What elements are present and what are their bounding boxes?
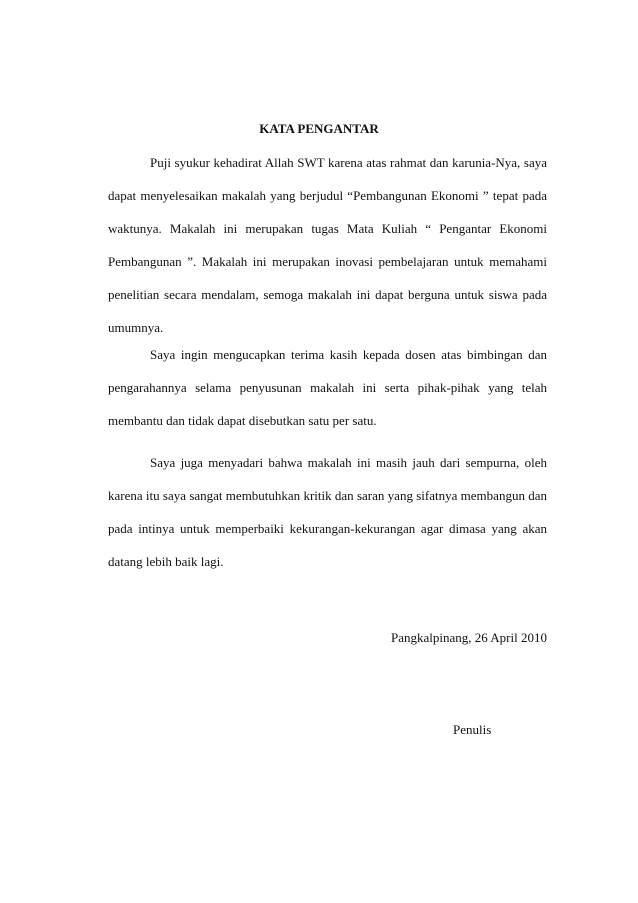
paragraph-thanks: Saya ingin mengucapkan terima kasih kepada dosen atas bimbingan dan pengarahannya selama penyusunan makalah ini serta pihak-pihak yang telah membantu dan tidak dapat disebutkan satu per satu. [108, 347, 547, 428]
paragraph-gratitude: Puji syukur kehadirat Allah SWT karena atas rahmat dan karunia-Nya, saya dapat menyelesaikan makalah yang berjudul “Pembangunan Ekonomi ” tepat pada waktunya. Makalah ini merupakan tugas Mata Kuliah “ Pengantar Ekonomi Pembangunan ”. Makalah ini merupakan inovasi pembelajaran untuk memahami penelitian secara mendalam, semoga makalah ini dapat berguna untuk siswa pada umumnya. [108, 155, 547, 335]
place-date: Pangkalpinang, 26 April 2010 [391, 630, 547, 645]
page-title: KATA PENGANTAR [259, 121, 379, 136]
author-signature: Penulis [453, 722, 492, 737]
paragraph-acknowledgement: Saya juga menyadari bahwa makalah ini masih jauh dari sempurna, oleh karena itu saya sangat membutuhkan kritik dan saran yang sifatnya membangun dan pada intinya untuk memperbaiki kekurangan-kekurangan agar dimasa yang akan datang lebih baik lagi. [108, 455, 547, 569]
